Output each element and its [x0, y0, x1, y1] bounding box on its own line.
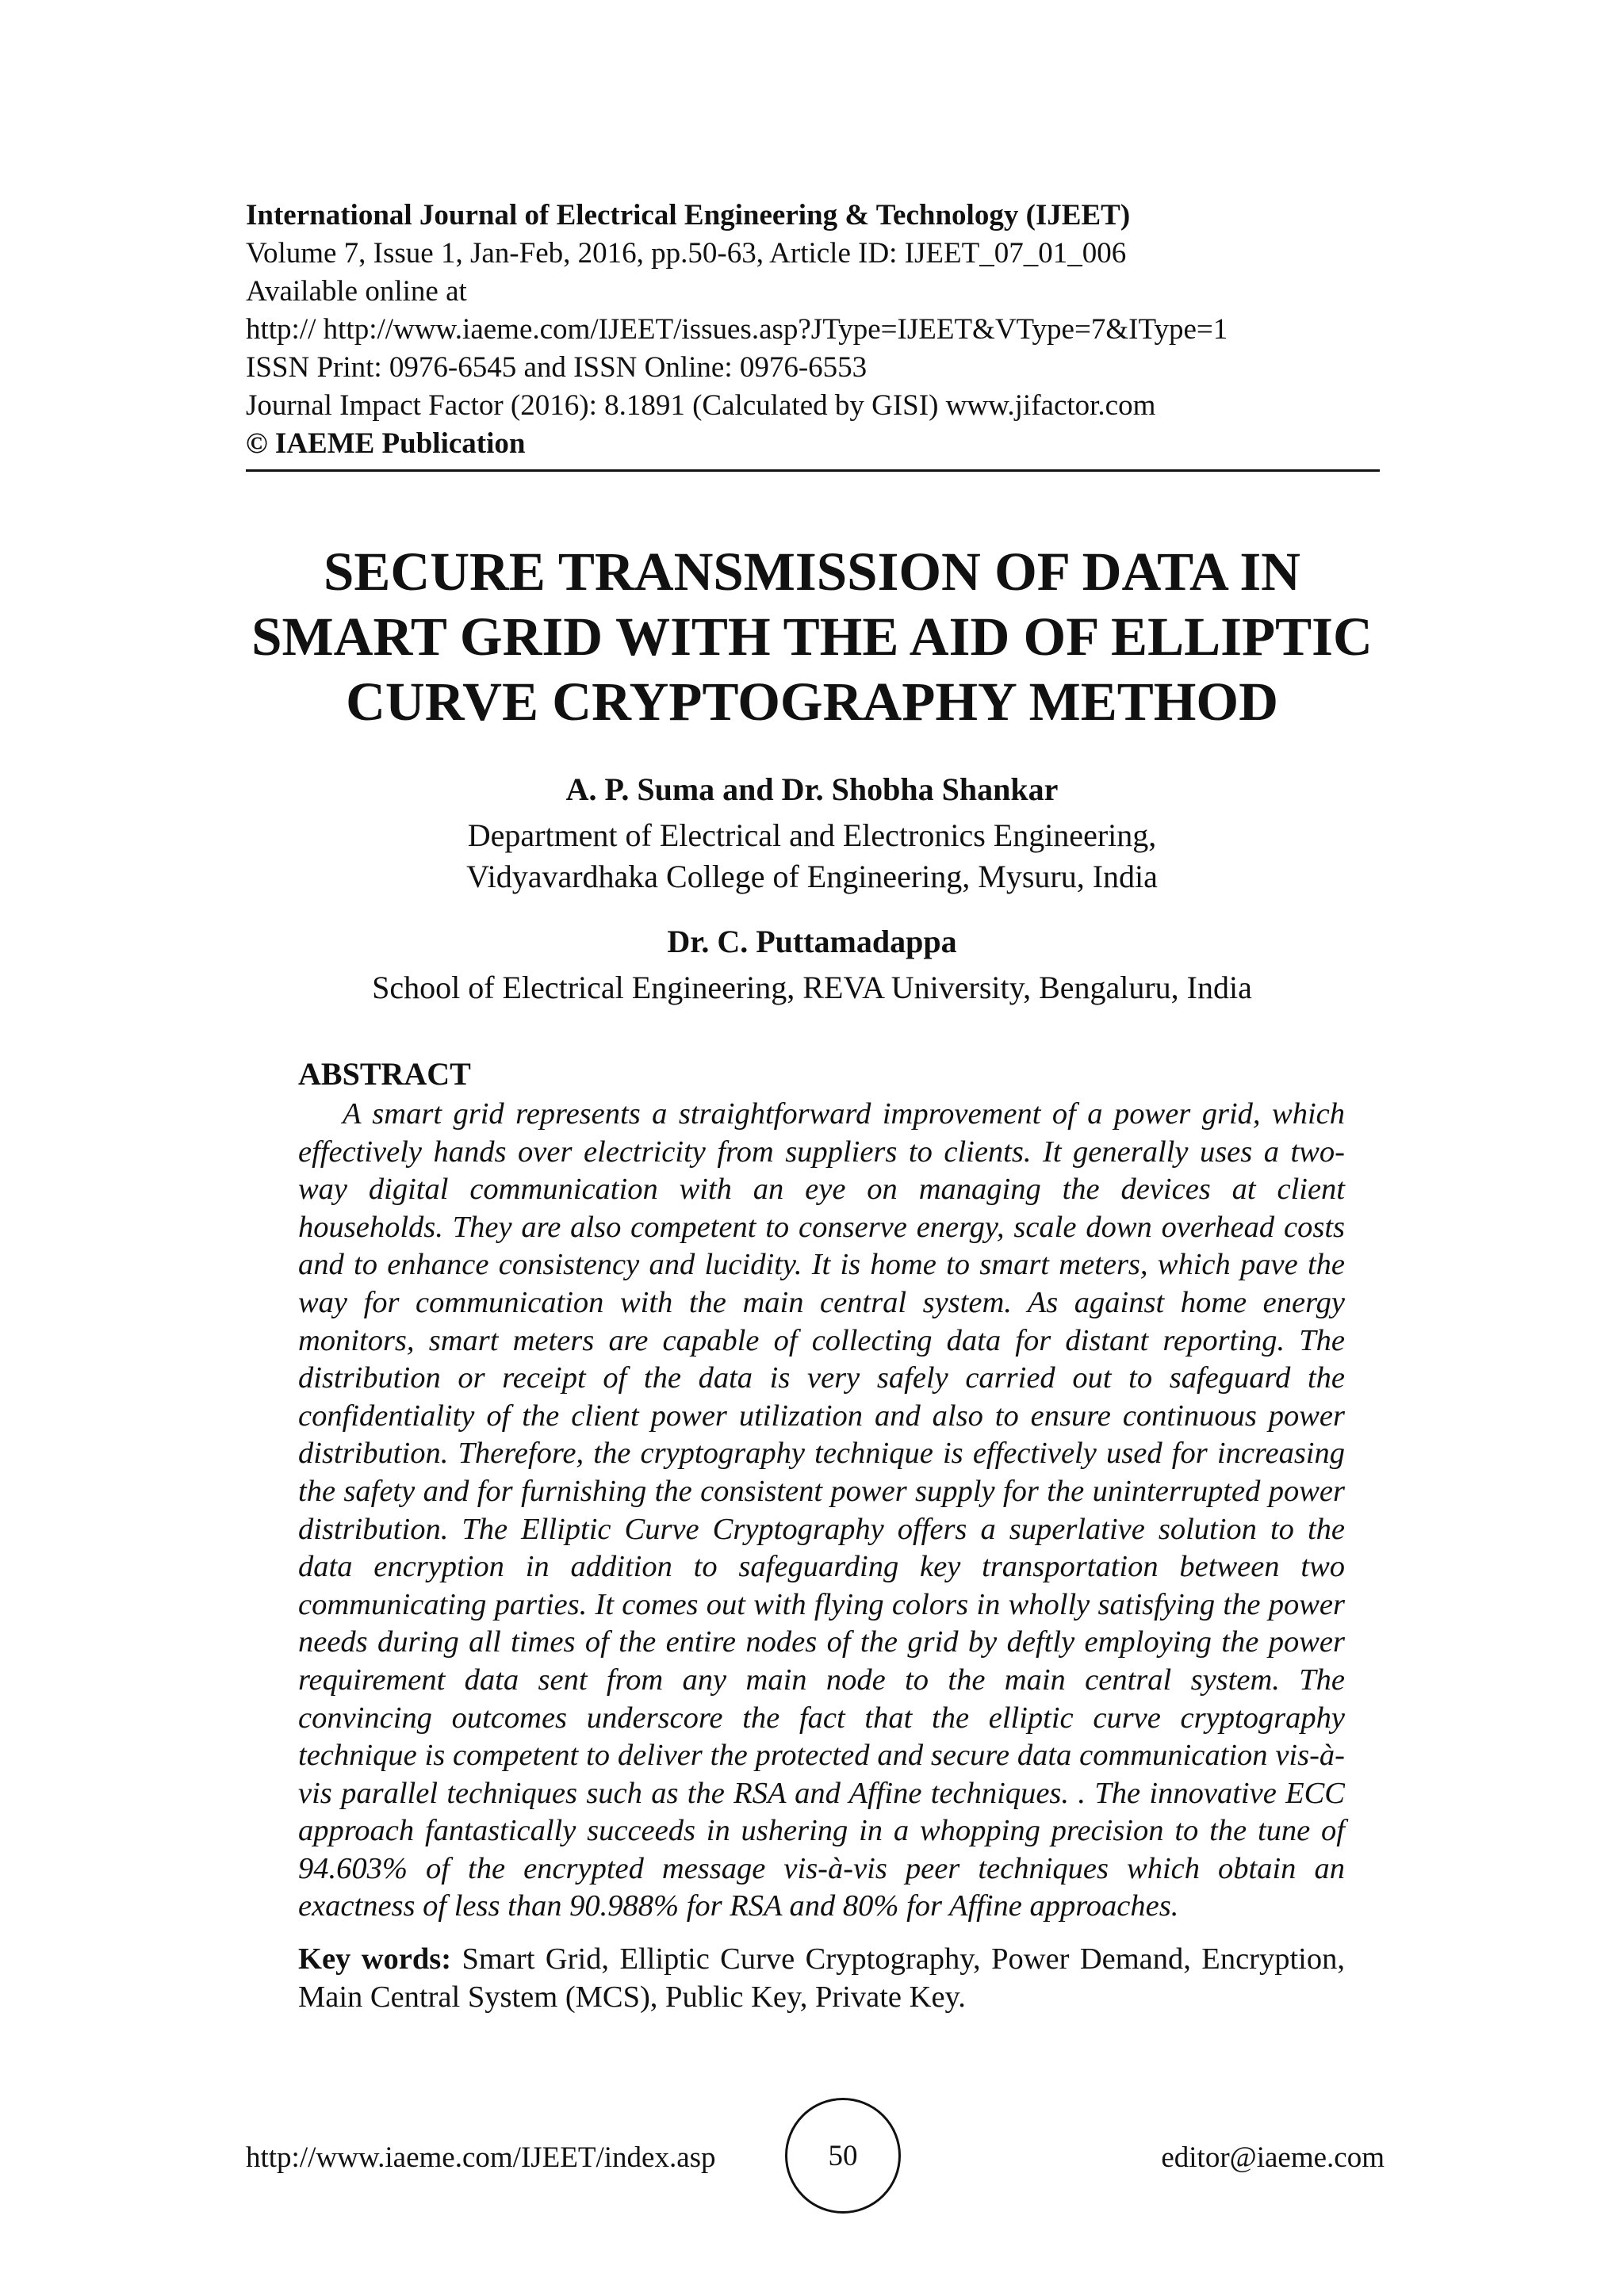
title-line-3: CURVE CRYPTOGRAPHY METHOD: [346, 672, 1278, 732]
issn-info: ISSN Print: 0976-6545 and ISSN Online: 0976-6553: [246, 351, 868, 384]
page-number: [785, 2098, 901, 2214]
journal-header: [246, 197, 1396, 463]
footer-email-link[interactable]: editor@iaeme.com: [1161, 2141, 1385, 2174]
abstract-section: [298, 1054, 1345, 2016]
affiliation-2-line-1: School of Electrical Engineering, REVA University, Bengaluru, India: [372, 970, 1252, 1005]
impact-factor-info: Journal Impact Factor (2016): 8.1891 (Calculated by GISI) www.jifactor.com: [246, 389, 1156, 422]
author-names-2: Dr. C. Puttamadappa: [667, 924, 957, 959]
title-line-2: SMART GRID WITH THE AID OF ELLIPTIC: [251, 607, 1373, 667]
publisher-copyright: © IAEME Publication: [246, 427, 526, 460]
abstract-body: A smart grid represents a straightforward improvement of a power grid, which effectively hands over electricity from suppliers to clients. It generally uses a two-way digital communication with an eye on managing the devices at client households. They are also competent to conserve energy, scale down overhead costs and to enhance consistency and lucidity. It is home to smart meters, which pave the way for communication with the main central system. As against home energy monitors, smart meters are capable of collecting data for distant reporting. The distribution or receipt of the data is very safely carried out to safeguard the confidentiality of the client power utilization and also to ensure continuous power distribution. Therefore, the cryptography technique is effectively used for increasing the safety and for furnishing the consistent power supply for the uninterrupted power distribution. The Elliptic Curve Cryptography offers a superlative solution to the data encryption in addition to safeguarding key transportation between two communicating parties. It comes out with flying colors in wholly satisfying the power needs during all times of the entire nodes of the grid by deftly employing the power requirement data sent from any main node to the main central system. The convincing outcomes underscore the fact that the elliptic curve cryptography technique is competent to deliver the protected and secure data communication vis-à-vis parallel techniques such as the RSA and Affine techniques. . The innovative ECC approach fantastically succeeds in ushering in a whopping precision to the tune of 94.603% of the encrypted message vis-à-vis peer techniques which obtain an exactness of less than 90.988% for RSA and 80% for Affine approaches.: [298, 1097, 1345, 1923]
header-divider: [246, 469, 1380, 472]
author-names-1: A. P. Suma and Dr. Shobha Shankar: [565, 771, 1059, 807]
page-number-text: 50: [828, 2139, 858, 2172]
keywords-label: Key words:: [298, 1942, 452, 1976]
abstract-heading: ABSTRACT: [298, 1056, 471, 1092]
available-online-label: Available online at: [246, 275, 467, 308]
keywords: [298, 1940, 1345, 2016]
paper-title: [159, 539, 1465, 734]
title-line-1: SECURE TRANSMISSION OF DATA IN: [323, 541, 1301, 602]
volume-info: Volume 7, Issue 1, Jan-Feb, 2016, pp.50-63, Article ID: IJEET_07_01_006: [246, 237, 1127, 270]
issue-url-link[interactable]: http:// http://www.iaeme.com/IJEET/issues.asp?JType=IJEET&VType=7&IType=1: [246, 313, 1228, 346]
affiliation-1-line-1: Department of Electrical and Electronics Engineering,: [467, 817, 1157, 853]
author-group-2: [159, 921, 1465, 1008]
footer-url-link[interactable]: http://www.iaeme.com/IJEET/index.asp: [246, 2141, 716, 2174]
keywords-text: Smart Grid, Elliptic Curve Cryptography, Power Demand, Encryption, Main Central System (MCS), Public Key, Private Key.: [298, 1942, 1345, 2015]
journal-name: International Journal of Electrical Engineering & Technology (IJEET): [246, 199, 1131, 232]
affiliation-1-line-2: Vidyavardhaka College of Engineering, Mysuru, India: [466, 859, 1158, 894]
author-group-1: [159, 769, 1465, 897]
